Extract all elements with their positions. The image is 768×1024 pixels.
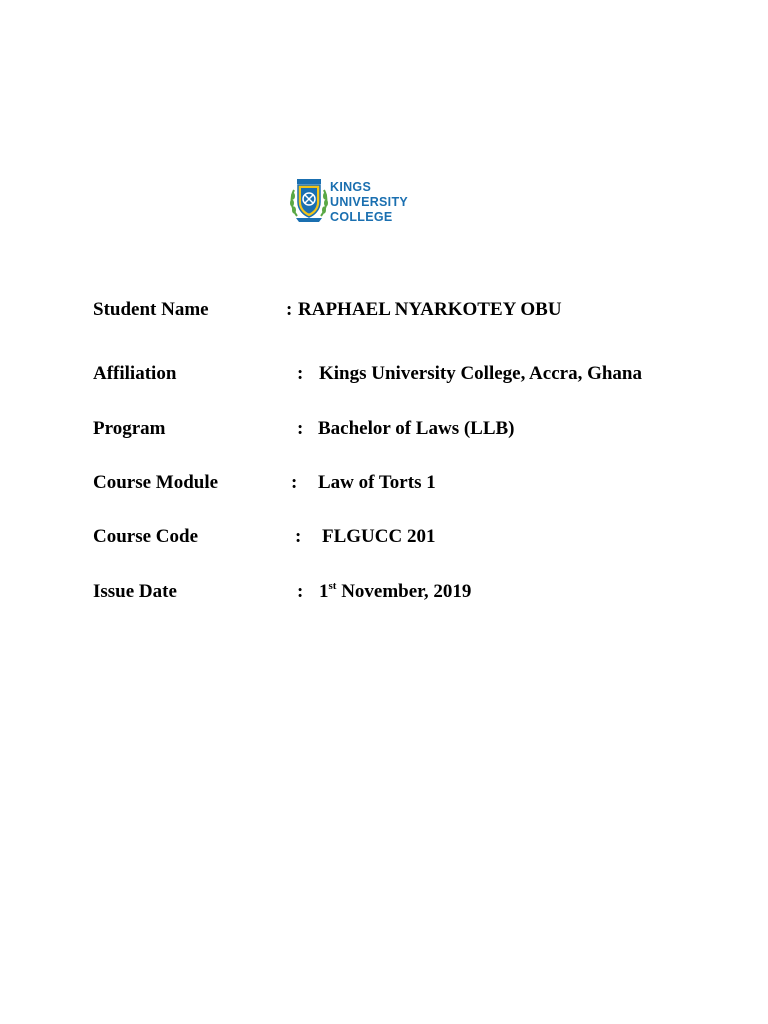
student-name-label: Student Name [93,299,209,320]
program-value: Bachelor of Laws (LLB) [318,418,515,439]
issue-date-label: Issue Date [93,581,177,602]
course-code-label: Course Code [93,526,199,547]
issue-date-value [319,580,471,604]
logo-line-college: COLLEGE [330,210,393,224]
program-label: Program [93,418,166,439]
affiliation-colon: : [297,363,304,384]
affiliation-label: Affiliation [93,363,177,384]
course-module-colon: : [291,472,298,493]
crest-icon [288,176,330,226]
student-name-colon: : [286,299,293,320]
course-code-colon: : [295,526,302,547]
issue-date-day-suffix: st [328,579,337,592]
issue-date-colon: : [297,581,304,602]
student-name-value: RAPHAEL NYARKOTEY OBU [298,299,562,320]
university-logo [288,176,438,226]
course-module-label: Course Module [93,472,219,493]
course-code-value: FLGUCC 201 [322,526,436,547]
issue-date-rest: November, 2019 [341,581,472,602]
issue-date-day: 1 [319,581,329,602]
logo-line-university: UNIVERSITY [330,195,409,209]
logo-line-kings: KINGS [330,180,372,194]
course-module-value: Law of Torts 1 [318,472,436,493]
affiliation-value: Kings University College, Accra, Ghana [319,363,642,384]
program-colon: : [297,418,304,439]
